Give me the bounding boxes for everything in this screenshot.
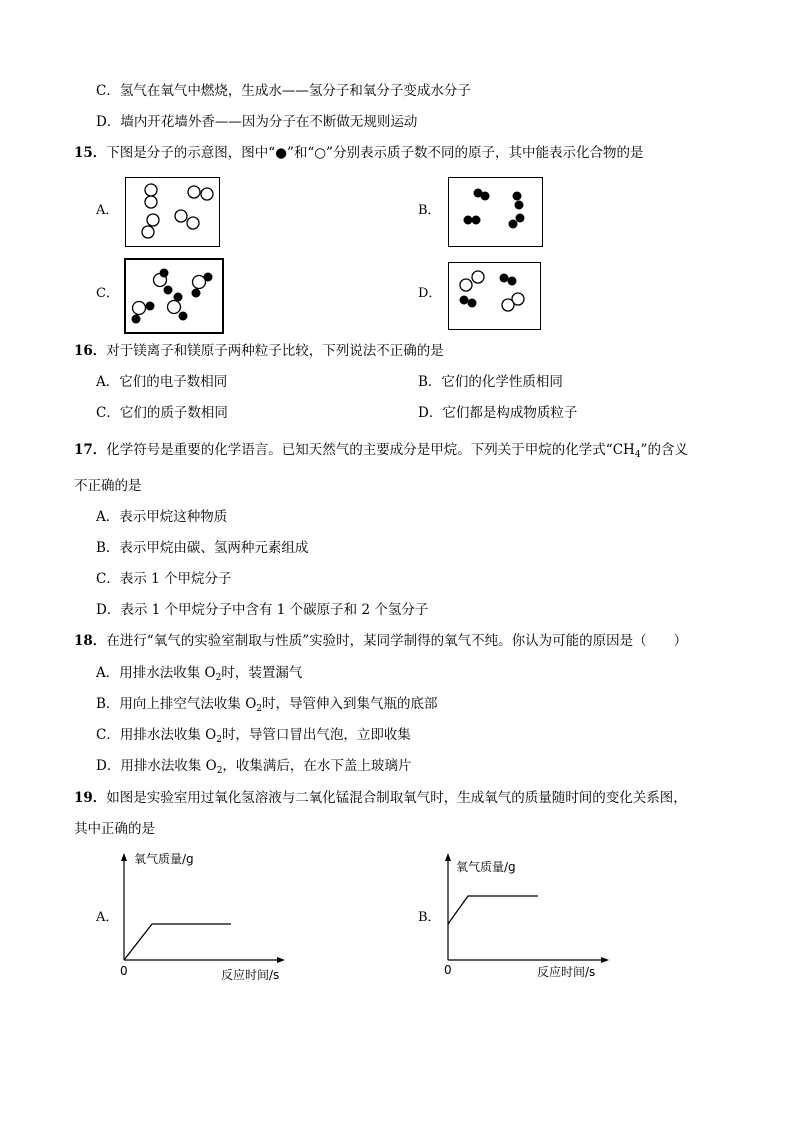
black-atom [164, 286, 173, 295]
q17-option-b: B．表示甲烷由碳、氢两种元素组成 [96, 540, 309, 556]
q18-number: 18． [74, 633, 107, 649]
q19-stem [74, 789, 687, 807]
white-atom [175, 210, 187, 222]
y-axis-arrow [445, 853, 451, 861]
oxygen-mass-curve [448, 896, 538, 924]
q16-option-a: A．它们的电子数相同 [96, 374, 228, 390]
q16-option-b: B．它们的化学性质相同 [418, 374, 563, 390]
q17-text: 化学符号是重要的化学语言。已知天然气的主要成分是甲烷。下列关于甲烷的化学式“ [106, 442, 613, 458]
q16-text: 对于镁离子和镁原子两种粒子比较，下列说法不正确的是 [106, 343, 444, 359]
black-atom [160, 269, 169, 278]
q19-option-b-label: B． [418, 910, 441, 925]
q19-number: 19． [74, 790, 107, 806]
q16-option-d: D．它们都是构成物质粒子 [418, 405, 578, 421]
q16-stem [74, 342, 444, 360]
black-atom [146, 302, 155, 311]
q15-d-molecules [449, 263, 540, 329]
q17-option-d: D．表示 1 个甲烷分子中含有 1 个碳原子和 2 个氢分子 [96, 602, 429, 618]
white-atom [187, 217, 199, 229]
q17-text-post: ”的含义 [640, 442, 688, 458]
white-atom [145, 184, 157, 196]
black-atom [513, 192, 522, 201]
q15-option-b-diagram [448, 177, 543, 247]
x-axis-arrow [277, 957, 285, 963]
black-atom [516, 214, 525, 223]
white-atom [460, 279, 472, 291]
white-atom [142, 226, 154, 238]
black-atom [508, 277, 517, 286]
x-axis-label: 反应时间/s [537, 965, 596, 979]
q17-option-a: A．表示甲烷这种物质 [96, 509, 228, 525]
q15-c-molecules [126, 260, 222, 332]
black-atom [500, 274, 509, 283]
q15-option-a-diagram [125, 177, 220, 247]
q14-option-c: C．氢气在氧气中燃烧，生成水——氢分子和氧分子变成水分子 [96, 83, 471, 99]
white-atom [502, 299, 514, 311]
q17-stem [74, 441, 688, 464]
white-atom [188, 186, 200, 198]
q19-option-a-label: A． [96, 910, 119, 925]
white-atom [133, 302, 146, 315]
q15-option-b-label: B． [418, 203, 441, 218]
y-axis-label: 氧气质量/g [134, 852, 194, 866]
black-atom [460, 296, 469, 305]
x-axis-label: 反应时间/s [221, 968, 280, 982]
q15-stem [74, 144, 643, 162]
oxygen-mass-curve [124, 924, 231, 960]
q15-number: 15． [74, 145, 107, 161]
x-axis-arrow [601, 957, 609, 963]
black-atom [204, 273, 213, 282]
black-atom [464, 216, 473, 225]
q15-text: 下图是分子的示意图，图中“●”和“○”分别表示质子数不同的原子，其中能表示化合物的是 [106, 145, 644, 161]
q16-option-c: C．它们的质子数相同 [96, 405, 228, 421]
q17-option-c: C．表示 1 个甲烷分子 [96, 571, 232, 587]
q17-stem-line2: 不正确的是 [74, 478, 142, 494]
black-atom [509, 220, 518, 229]
y-axis-arrow [121, 853, 127, 861]
q15-option-c-diagram [124, 258, 224, 334]
q15-option-a-label: A． [96, 203, 119, 218]
q18-option-b: B．用向上排空气法收集 $O_2$时，导管伸入到集气瓶的底部 [96, 696, 438, 714]
q16-number: 16． [74, 343, 107, 359]
black-atom [515, 201, 524, 210]
origin-label: 0 [120, 964, 128, 978]
origin-label: 0 [444, 963, 452, 977]
q15-option-c-label: C． [96, 286, 119, 301]
q19-text: 如图是实验室用过氧化氢溶液与二氧化锰混合制取氧气时，生成氧气的质量随时间的变化关系图， [106, 790, 687, 806]
q18-text: 在进行“氧气的实验室制取与性质”实验时，某同学制得的氧气不纯。你认为可能的原因是（ ） [106, 633, 688, 649]
white-atom [147, 214, 159, 226]
white-atom [145, 196, 157, 208]
q15-b-molecules [449, 178, 542, 246]
q17-formula: $CH_4$ [612, 442, 641, 460]
black-atom [468, 299, 477, 308]
black-atom [472, 216, 481, 225]
q19-stem-line2: 其中正确的是 [74, 821, 155, 837]
q15-option-d-label: D． [418, 286, 442, 301]
q15-a-molecules [126, 178, 219, 246]
q19-graph-b [434, 848, 624, 983]
q18-option-c: C．用排水法收集 $O_2$时，导管口冒出气泡，立即收集 [96, 727, 411, 745]
q14-option-d: D．墙内开花墙外香——因为分子在不断做无规则运动 [96, 114, 418, 130]
black-atom [192, 289, 201, 298]
q18-stem [74, 632, 687, 650]
q18-option-d: D．用排水法收集 $O_2$，收集满后，在水下盖上玻璃片 [96, 758, 412, 776]
black-atom [481, 192, 490, 201]
white-atom [168, 301, 181, 314]
black-atom [179, 312, 188, 321]
q19-graph-a [110, 848, 300, 983]
y-axis-label: 氧气质量/g [456, 860, 516, 874]
q18-option-a: A．用排水法收集 $O_2$时，装置漏气 [96, 665, 303, 683]
white-atom [201, 188, 213, 200]
q17-number: 17． [74, 442, 107, 458]
black-atom [132, 315, 141, 324]
white-atom [472, 271, 484, 283]
q15-option-d-diagram [448, 262, 541, 330]
